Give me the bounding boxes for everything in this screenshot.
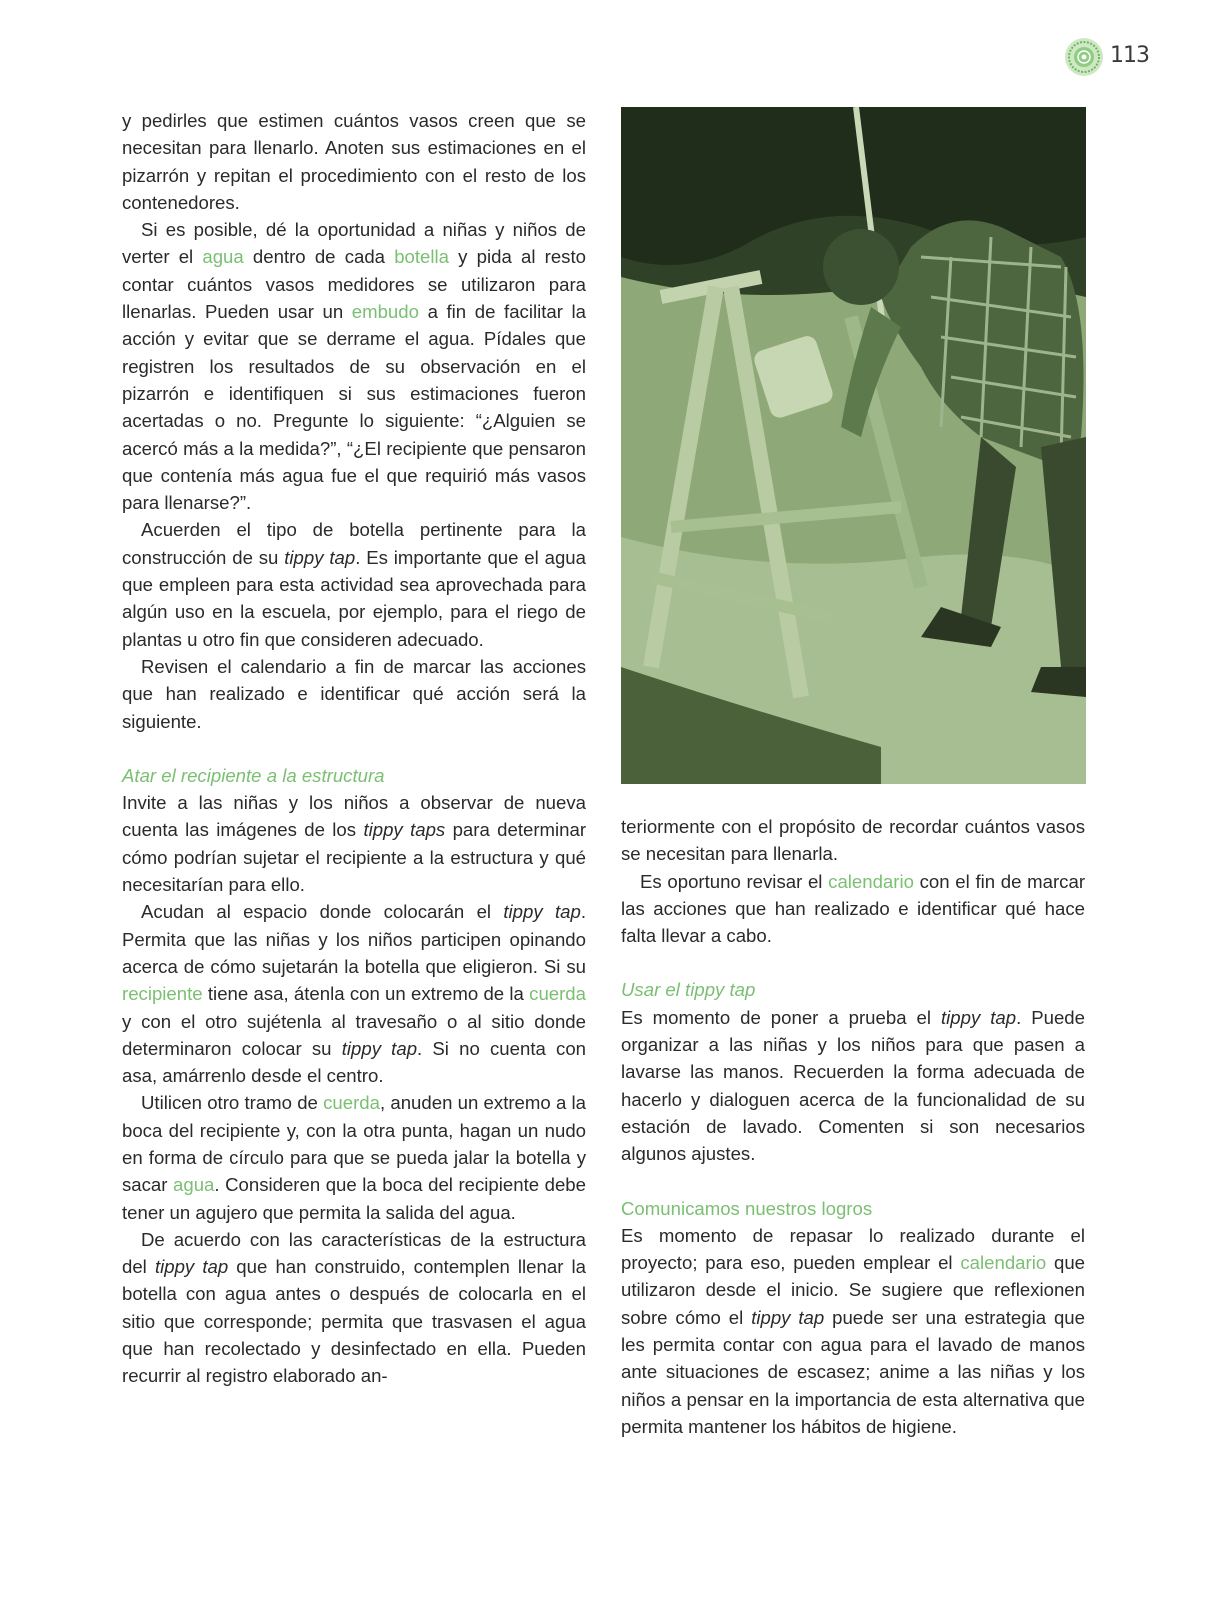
- photo-person-building-tippy-tap: [621, 107, 1086, 784]
- section-heading: Usar el tippy tap: [621, 979, 756, 1001]
- keyword-link: recipiente: [122, 983, 203, 1005]
- keyword-link: embudo: [351, 301, 419, 323]
- green-circular-emblem-icon: [1064, 37, 1104, 77]
- paragraph: Es momento de poner a prueba el tippy tap. Puede organizar a las niñas y los niños para que pasen a lavarse las manos. Recuerden la forma adecuada de hacerlo y dialoguen acerca de la funcionalidad de su estación de lavado. Comenten si son necesarios algunos ajustes.: [621, 1006, 1085, 1165]
- keyword-link: agua: [173, 1174, 215, 1196]
- paragraph: Acuerden el tipo de botella pertinente para la construcción de su tippy tap. Es importante que el agua que empleen para esta actividad sea aprovechada para algún uso en la escuela, por ejemplo, para el riego de plantas u otro fin que consideren adecuado.: [122, 519, 586, 650]
- paragraph: De acuerdo con las características de la estructura del tippy tap que han construido, contemplen llenar la botella con agua antes o después de colocarla en el sitio que corresponde; permita que trasvasen el agua que han recolectado y desinfectado en ella. Pueden recurrir al registro elaborado an-: [122, 1228, 586, 1387]
- keyword-link: botella: [394, 246, 449, 268]
- paragraph: Invite a las niñas y los niños a observar de nueva cuenta las imágenes de los tippy taps para determinar cómo podrían sujetar el recipiente a la estructura y qué necesitarían para ello.: [122, 792, 587, 896]
- keyword-link: calendario: [828, 870, 914, 892]
- paragraph: Acudan al espacio donde colocarán el tippy tap. Permita que las niñas y los niños participen opinando acerca de cómo sujetarán la botella que eligieron. Si su recipiente tiene asa, átenla con un extremo de la cuerda y con el otro sujétenla al travesaño o al sitio donde determinaron colocar su tippy tap. Si no cuenta con asa, amárrenlo desde el centro.: [122, 901, 586, 1087]
- paragraph: y pedirles que estimen cuántos vasos creen que se necesitan para llenarlo. Anoten sus estimaciones en el pizarrón y repitan el procedimiento con el resto de los contenedores.: [122, 110, 586, 213]
- section-heading: Atar el recipiente a la estructura: [122, 764, 385, 786]
- paragraph: Si es posible, dé la oportunidad a niñas y niños de verter el agua dentro de cada botella y pida al resto contar cuántos vasos medidores se utilizaron para llenarlas. Pueden usar un embudo a fin de facilitar la acción y evitar que se derrame el agua. Pídales que registren los resultados de su observación en el pizarrón e identifiquen si sus estimaciones fueron acertadas o no. Pregunte lo siguiente: “¿Alguien se acercó más a la medida?”, “¿El recipiente que pensaron que contenía más agua fue el que requirió más vasos para llenarse?”.: [122, 219, 586, 514]
- section-heading: Comunicamos nuestros logros: [621, 1197, 873, 1219]
- keyword-link: cuerda: [323, 1092, 380, 1114]
- paragraph: Es momento de repasar lo realizado durante el proyecto; para eso, pueden emplear el calendario que utilizaron desde el inicio. Se sugiere que reflexionen sobre cómo el tippy tap puede ser una estrategia que les permita contar con agua para el lavado de manos ante situaciones de escasez; anime a las niñas y los niños a pensar en la importancia de esta alternativa que permita mantener los hábitos de higiene.: [621, 1224, 1085, 1437]
- paragraph: Utilicen otro tramo de cuerda, anuden un extremo a la boca del recipiente y, con la otra punta, hagan un nudo en forma de círculo para que se pueda jalar la botella y sacar agua. Consideren que la boca del recipiente debe tener un agujero que permita la salida del agua.: [122, 1092, 586, 1223]
- page-number: 113: [1110, 43, 1149, 68]
- paragraph: Es oportuno revisar el calendario con el fin de marcar las acciones que han realizado e identificar qué hace falta llevar a cabo.: [621, 870, 1086, 947]
- keyword-link: agua: [202, 246, 244, 268]
- paragraph: teriormente con el propósito de recordar cuántos vasos se necesitan para llenarla.: [621, 816, 1085, 865]
- keyword-link: cuerda: [529, 983, 586, 1005]
- left-column: [122, 107, 586, 1390]
- paragraph: Revisen el calendario a fin de marcar las acciones que han realizado e identificar qué acción será la siguiente.: [122, 655, 586, 732]
- right-column: [621, 813, 1085, 1440]
- keyword-link: calendario: [960, 1252, 1047, 1274]
